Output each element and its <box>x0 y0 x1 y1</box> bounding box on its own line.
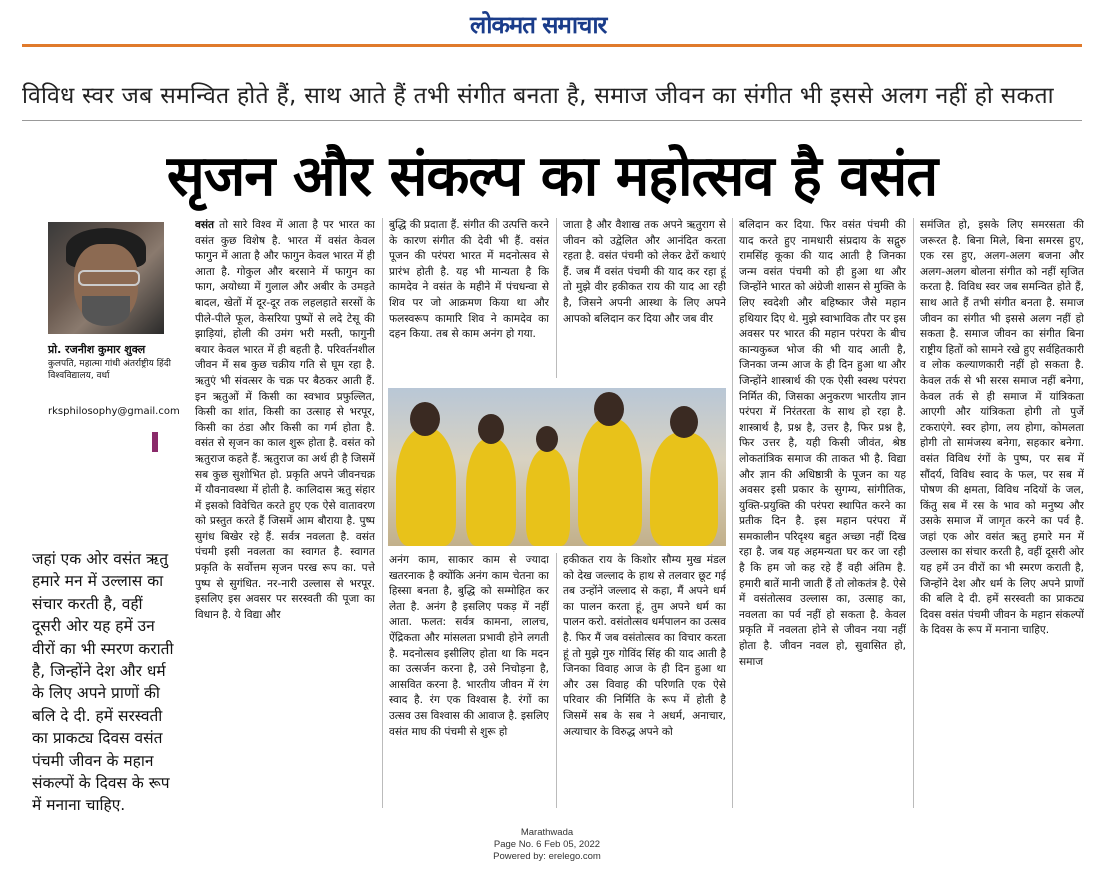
column-1-text: तो सारे विश्व में आता है पर भारत का वसंत कुछ विशेष है. भारत में वसंत केवल फागुन में आता है और फागुन केवल भारत में ही आता है. गोकुल और बरसाने में फागुन का फाग, अयोध्या में गुलाल और अबीर के उमड़ते बादल, खेतों में दूर-दूर तक लहलहाते सरसों के पीले-पीले फूल, केसरिया पुष्पों से लदे टेसू की झाड़ियां, होली की उमंग भरी मस्ती, फागुनी बयार केवल भारत में ही बहती है. परिवर्तनशील जीवन में सब कुछ चक्रीय गति से घूम रहा है. ऋतुएं भी संवत्सर के चक्र पर बैठकर आती हैं. इन ऋतुओं में किसी का स्वभाव प्रफुल्लित, किसी का शांत, किसी का उत्साह से भरपूर, किसी का ठंडा और किसी का गर्म होता है. वसंत से सृजन का काल शुरू होता है. वसंत को ऋतुराज कहते हैं. ऋतुराज का अर्थ ही है जिसमें सब कुछ सुशोभित हो. प्रकृति अपने जीवनचक्र में यौवनावस्था में होती है. कालिदास ऋतु संहार में इसको विवेचित करते हुए एक ऐसे वातावरण को प्रस्तुत करते हैं जिसमें आम बौराया है. पुष्प सुगंध बिखेर रहे हैं. सर्वत्र नवलता है. वसंत पंचमी इसी नवलता का स्वागत है. स्वागत प्रकृति के सर्वोत्तम सृजन परख रूप का. पत्ते पुष्प से सुगंधित. नर-नारी उल्लास से भरपूर. इसलिए इस अवसर पर सरस्वती की पूजा का विधान है. ये विद्या और <box>195 219 375 621</box>
author-photo <box>48 222 164 334</box>
column-divider <box>382 218 383 808</box>
column-3-bottom-text: हकीकत राय के किशोर सौम्य मुख मंडल को देख जल्लाद के हाथ से तलवार छूट गई तब उन्होंने जल्लाद से कहा, मैं अपने धर्म का पालन करता हूं, तुम अपने धर्म का पालन करो. वसंतोत्सव धर्मपालन का उत्सव है. फिर मैं जब वसंतोत्सव का विचार करता हूं तो मुझे गुरु गोविंद सिंह की याद आती है जिनका विवाह आज के ही दिन हुआ था और उस विवाह की परिणति एक ऐसे परिवार की निर्मिति के रूप में होती है जिसमें सब के सब ने अधर्म, अनाचार, अत्याचार के विरुद्ध अपने को <box>563 554 726 738</box>
column-3-bottom <box>563 553 726 808</box>
pull-quote: जहां एक ओर वसंत ऋतु हमारे मन में उल्लास का संचार करती है, वहीं दूसरी ओर यह हमें उन वीरों का भी स्मरण कराती है, जिन्होंने देश और धर्म के लिए अपने प्राणों की बलि दे दी. हमें सरस्वती का प्राकट्य दिवस वसंत पंचमी जीवन के महान संकल्पों के दिवस के रूप में मनाना चाहिए. <box>32 550 174 815</box>
column-3-top <box>563 218 726 378</box>
author-email: rksphilosophy@gmail.com <box>48 406 180 417</box>
masthead <box>0 0 1094 48</box>
kicker-rule <box>22 120 1082 121</box>
author-name: प्रो. रजनीश कुमार शुक्ल <box>48 343 146 356</box>
column-1-lead: वसंत <box>195 219 215 231</box>
column-2-top-text: बुद्धि की प्रदाता हैं. संगीत की उत्पत्ति करने के कारण संगीत की देवी भी हैं. वसंत पूजन की परंपरा भारत में मदनोत्सव से प्रारंभ होती है. यह भी मान्यता है कि कामदेव ने वसंत के महीने में पंचधन्वा से शिव पर जो आक्रमण किया था और फलस्वरूप कामारि शिव ने कामदेव का दहन किया. तब से काम अनंग हो गया. <box>389 219 549 341</box>
marker-icon <box>152 432 158 452</box>
column-divider <box>913 218 914 808</box>
headline: सृजन और संकल्प का महोत्सव है वसंत <box>166 144 938 209</box>
footer-page: Page No. 6 Feb 05, 2022 <box>493 839 601 850</box>
header-rule <box>22 44 1082 47</box>
column-5-text: समंजित हो, इसके लिए समरसता की जरूरत है. बिना मिले, बिना समरस हुए, एक रस हुए, अलग-अलग बजना और अलग-अलग बोलना संगीत को नहीं सृजित करता है. विविध स्वर जब समन्वित होते हैं, साथ आते हैं तभी संगीत बनता है. समाज जीवन का संगीत भी इससे अलग नहीं हो सकता है. समाज जीवन का संगीत बिना राष्ट्रीय हितों को सामने रखे हुए सर्वहितकारी व लोक कल्याणकारी नहीं हो सकता है. केवल तर्क से भी सरस समाज नहीं बनेगा, केवल तर्क से ही समाज में यांत्रिकता आएगी और यांत्रिकता होगी तो पुर्जे टकराएंगे. स्वर होगा, लय होगा, कोमलता होगी तो सामंजस्य बनेगा, सहकार बनेगा. वसंत विविध रंगों के पुष्प, पर सब में सौंदर्य, विविध स्वाद के फल, पर सब में पोषण की क्षमता, विविध नदियों के जल, किंतु सब में रस के भाव को मनुष्य और उसके समाज में जागृत करने का पर्व है. जहां एक ओर वसंत ऋतु हमारे मन में उल्लास का संचार करती है, वहीं दूसरी ओर यह हमें उन वीरों का भी स्मरण कराती है, जिन्होंने देश और धर्म के लिए अपने प्राणों की बलि दे दी. हमें सरस्वती का प्राकट्य दिवस वसंत पंचमी जीवन के महान संकल्पों के दिवस के रूप में मनाना चाहिए. <box>920 219 1084 637</box>
author-role: कुलपति, महात्मा गांधी अंतर्राष्ट्रीय हिंदी विश्वविद्यालय, वर्धा <box>48 359 171 381</box>
column-3-top-text: जाता है और वैशाख तक अपने ऋतुराग से जीवन को उद्वेलित और आनंदित करता रहता है. वसंत पंचमी को लेकर ढेरों कथाएं हैं. जब मैं वसंत पंचमी की याद कर रहा हूं तो मुझे वीर हकीकत राय की याद आ रही है, जिसने अपनी आस्था के लिए अपने आपको बलिदान कर दिया और जब वीर <box>563 219 726 325</box>
column-1 <box>195 218 375 808</box>
column-2-top <box>389 218 549 378</box>
kicker: विविध स्वर जब समन्वित होते हैं, साथ आते हैं तभी संगीत बनता है, समाज जीवन का संगीत भी इससे अलग नहीं हो सकता <box>22 83 1054 109</box>
column-divider <box>556 553 557 808</box>
newspaper-logo: लोकमत समाचार <box>470 11 607 39</box>
column-2-bottom-text: अनंग काम, साकार काम से ज्यादा खतरनाक है क्योंकि अनंग काम चेतना का हिस्सा बनता है, बुद्धि को सम्मोहित कर लेता है. अनंग है इसलिए पकड़ में नहीं आता. फलत: सर्वत्र कामना, लालच, ऐंद्रिकता और मांसलता प्रभावी होने लगती है. मदनोत्सव इसीलिए होता था कि मदन का उत्सर्जन करना है, उसे निचोड़ना है, आसवित करना है. भारतीय जीवन में रंग स्वाद है. रंग एक विश्वास है. रंगों का उत्सव उस विश्वास की आवाज है. इसलिए वसंत माघ की पंचमी से शुरू हो <box>389 554 549 738</box>
footer-edition: Marathwada <box>520 827 574 838</box>
page-footer <box>0 827 1094 863</box>
column-5 <box>920 218 1084 808</box>
column-4-text: बलिदान कर दिया. फिर वसंत पंचमी की याद करते हुए नामधारी संप्रदाय के सद्गुरु रामसिंह कूका की याद आती है जिनका जन्म वसंत पंचमी को ही हुआ था और जिन्होंने भारत को अंग्रेजी शासन से मुक्ति के लिए स्वदेशी और बहिष्कार जैसे महान हथियार दिए थे. मुझे स्वाभाविक तौर पर इस अवसर पर भारत की महान परंपरा के बीच कान्यकुब्ज भोज की भी याद आती है, जिनका जन्म आज के ही दिन हुआ था और जिन्होंने शास्त्रार्थ की एक ऐसी स्वस्थ परंपरा निर्मित की, जिसका अनुकरण भारतीय ज्ञान परंपरा में निरंतरता के साथ हो रहा है. शास्त्रार्थ है, प्रश्न है, उत्तर है, फिर प्रश्न है, फिर उत्तर है, यही किसी जीवंत, श्रेष्ठ लोकतांत्रिक समाज की ताकत भी है. विद्या और ज्ञान की अधिष्ठात्री के पूजन का यह अवसर इसी प्रकार के सुगम्य, सांगीतिक, युक्ति-प्रयुक्ति की परंपरा स्थापित करने का प्रतीक दिन है. इस महान परंपरा में समकालीन परिदृश्य बहुत अच्छा नहीं दिख रहा है. जब यह अहमन्यता घर कर जा रही है कि हम जो कह रहे हैं वही अंतिम है. हमारी बातें मानी जाती हैं तो लोकतंत्र है. ऐसे में वसंतोत्सव उल्लास का, उत्साह का, नवलता का पर्व नहीं हो सकता है. केवल प्रकृति में नवलता होने से जीवन नया नहीं होता है. जीवन नवल हो, सुवासित हो, समाज <box>739 219 906 668</box>
column-divider <box>556 218 557 378</box>
column-2-bottom <box>389 553 549 808</box>
column-4 <box>739 218 906 808</box>
footer-powered: Powered by: erelego.com <box>493 851 601 862</box>
festival-photo <box>388 388 726 546</box>
column-divider <box>732 218 733 808</box>
